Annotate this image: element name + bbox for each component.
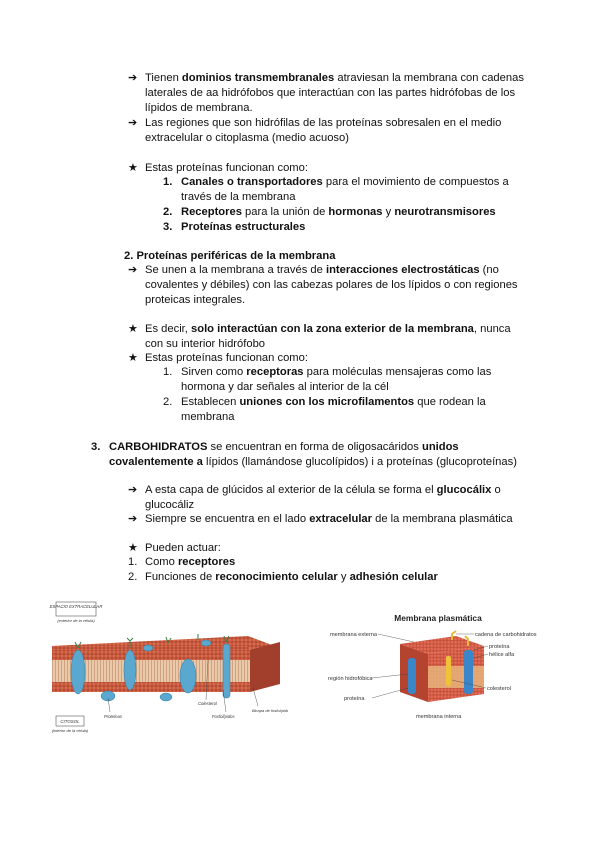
text: con su interior hidrófobo bbox=[145, 338, 266, 350]
bold-term: Receptores bbox=[181, 206, 242, 218]
label-protein: Proteínas bbox=[104, 714, 122, 719]
text: glucocáliz bbox=[145, 499, 195, 511]
text: y bbox=[382, 206, 395, 218]
text: Como bbox=[145, 556, 178, 568]
label-outer-membrane: membrana externa bbox=[330, 632, 377, 638]
list-item bbox=[163, 365, 563, 395]
hydrophobic-core bbox=[428, 666, 484, 688]
svg-text:ESPACIO EXTRACELULAR: ESPACIO EXTRACELULAR bbox=[49, 604, 103, 609]
text: y bbox=[337, 571, 350, 583]
bold-term: dominios transmembranales bbox=[181, 72, 335, 84]
label-inner-membrane: membrana interna bbox=[416, 714, 462, 720]
arrow-icon: ➔ bbox=[128, 117, 138, 129]
bold-term: CARBOHIDRATOS bbox=[109, 441, 208, 453]
membrane-side bbox=[250, 642, 280, 692]
label-carb-chain: cadena de carbohidratos bbox=[475, 632, 537, 638]
bold-term: adhesión celular bbox=[349, 571, 438, 583]
label-alpha-helix: hélice alfa bbox=[489, 652, 515, 658]
svg-text:CITOSOL: CITOSOL bbox=[60, 719, 80, 724]
text: extracelular o citoplasma (medio acuoso) bbox=[145, 132, 349, 144]
bold-term: interacciones electrostáticas bbox=[325, 264, 480, 276]
numbered-list bbox=[128, 555, 568, 585]
arrow-item-glucocalix bbox=[128, 483, 568, 513]
list-number: 1. bbox=[163, 366, 173, 378]
text: lípidos (llamándose glucolípidos) i a proteínas (glucoproteínas) bbox=[202, 456, 517, 468]
text: Pueden actuar: bbox=[145, 542, 221, 554]
text: proteicas integrales. bbox=[145, 294, 246, 306]
arrow-item-electrostatic bbox=[128, 263, 568, 308]
star-icon: ★ bbox=[128, 542, 139, 554]
numbered-list bbox=[163, 365, 563, 425]
list-item bbox=[128, 570, 568, 585]
text: Tienen bbox=[145, 72, 182, 84]
list-item bbox=[163, 220, 563, 235]
arrow-item-hydrophilic bbox=[128, 116, 568, 146]
star-item-exterior bbox=[128, 322, 568, 352]
text: de la membrana plasmática bbox=[372, 513, 513, 525]
label-hydrophobic: región hidrofóbica bbox=[328, 676, 373, 682]
membrane-illustration bbox=[48, 598, 288, 740]
cholesterol bbox=[446, 656, 451, 686]
bold-term: unidos bbox=[421, 441, 459, 453]
star-icon: ★ bbox=[128, 352, 139, 364]
list-number: 2. bbox=[163, 206, 173, 218]
text: Sirven como bbox=[181, 366, 247, 378]
bold-term: Proteínas estructurales bbox=[181, 221, 306, 233]
label-protein-left: proteína bbox=[344, 696, 365, 702]
bold-term: reconocimiento celular bbox=[215, 571, 338, 583]
bold-term: Canales o transportadores bbox=[181, 176, 323, 188]
section-carbohydrates bbox=[91, 440, 571, 470]
text: membrana bbox=[181, 411, 235, 423]
text: Siempre se encuentra en el lado bbox=[145, 513, 310, 525]
list-item bbox=[128, 555, 568, 570]
text: para el movimiento de compuestos a bbox=[322, 176, 509, 188]
bold-term: extracelular bbox=[309, 513, 373, 525]
svg-text:(interior de la célula): (interior de la célula) bbox=[51, 728, 89, 733]
text: A esta capa de glúcidos al exterior de la célula se forma el bbox=[145, 484, 437, 496]
bold-term: covalentemente a bbox=[109, 456, 203, 468]
arrow-icon: ➔ bbox=[128, 264, 138, 276]
arrow-item-transmembrane bbox=[128, 71, 568, 116]
text: lípidos de membrana. bbox=[145, 102, 253, 114]
arrow-icon: ➔ bbox=[128, 513, 138, 525]
label-extracellular bbox=[50, 602, 103, 623]
protein-right bbox=[464, 650, 473, 694]
protein-left bbox=[408, 658, 416, 694]
text: laterales de aa hidrófobos que interactúan con las partes hidrófobas de los bbox=[145, 87, 516, 99]
text: que rodean la bbox=[414, 396, 486, 408]
list-number: 2. bbox=[163, 396, 173, 408]
text: través de la membrana bbox=[181, 191, 296, 203]
section-heading: 2. Proteínas periféricas de la membrana bbox=[124, 250, 336, 262]
star-item-actions bbox=[128, 541, 568, 556]
text: Es decir, bbox=[145, 323, 192, 335]
numbered-list bbox=[163, 175, 563, 235]
text: Estas proteínas funcionan como: bbox=[145, 162, 308, 174]
list-item bbox=[163, 205, 563, 220]
bold-term: hormonas bbox=[328, 206, 383, 218]
text: Se unen a la membrana a través de bbox=[145, 264, 326, 276]
text: para moléculas mensajeras como las bbox=[303, 366, 492, 378]
label-bilayer: Bicapa de fosfolípidos bbox=[252, 708, 288, 713]
arrow-icon: ➔ bbox=[128, 72, 138, 84]
arrow-item-extracellular bbox=[128, 512, 568, 527]
bold-term: glucocálix bbox=[436, 484, 492, 496]
text: (no bbox=[479, 264, 499, 276]
star-item-functions bbox=[128, 161, 568, 176]
list-number: 1. bbox=[163, 176, 173, 188]
bold-term: receptores bbox=[177, 556, 236, 568]
bold-term: receptoras bbox=[246, 366, 304, 378]
diagram-title: Membrana plasmática bbox=[394, 613, 482, 623]
svg-text:(exterior de la célula): (exterior de la célula) bbox=[57, 618, 95, 623]
text: covalentes y débiles) con las cabezas polares de los lípidos o con regiones bbox=[145, 279, 518, 291]
text: para la unión de bbox=[241, 206, 329, 218]
membrane-diagram bbox=[328, 610, 548, 728]
star-icon: ★ bbox=[128, 323, 139, 335]
bold-term: neurotransmisores bbox=[394, 206, 496, 218]
list-number: 2. bbox=[128, 571, 138, 583]
text: hormona y dar señales al interior de la cél bbox=[181, 381, 389, 393]
list-item bbox=[163, 175, 563, 205]
text: o bbox=[491, 484, 501, 496]
bold-term: solo interactúan con la zona exterior de la membrana bbox=[191, 323, 474, 335]
label-cholesterol: Colesterol bbox=[198, 701, 217, 706]
list-number: 3. bbox=[163, 221, 173, 233]
list-number: 1. bbox=[128, 556, 138, 568]
text: Las regiones que son hidrófilas de las proteínas sobresalen en el medio bbox=[145, 117, 502, 129]
text: Funciones de bbox=[145, 571, 216, 583]
list-number: 3. bbox=[91, 441, 101, 453]
label-phospholipids: Fosfolípidos bbox=[212, 714, 235, 719]
text: , nunca bbox=[473, 323, 511, 335]
text: se encuentran en forma de oligosacáridos bbox=[207, 441, 422, 453]
label-cytosol bbox=[52, 716, 89, 733]
text: atraviesan la membrana con cadenas bbox=[334, 72, 524, 84]
label-cholesterol: colesterol bbox=[487, 686, 511, 692]
text: Estas proteínas funcionan como: bbox=[145, 352, 308, 364]
list-item bbox=[163, 395, 563, 425]
bold-term: uniones con los microfilamentos bbox=[239, 396, 415, 408]
arrow-icon: ➔ bbox=[128, 484, 138, 496]
label-protein-right: proteína bbox=[489, 644, 510, 650]
star-icon: ★ bbox=[128, 162, 139, 174]
text: Establecen bbox=[181, 396, 240, 408]
star-item-functions bbox=[128, 351, 568, 366]
